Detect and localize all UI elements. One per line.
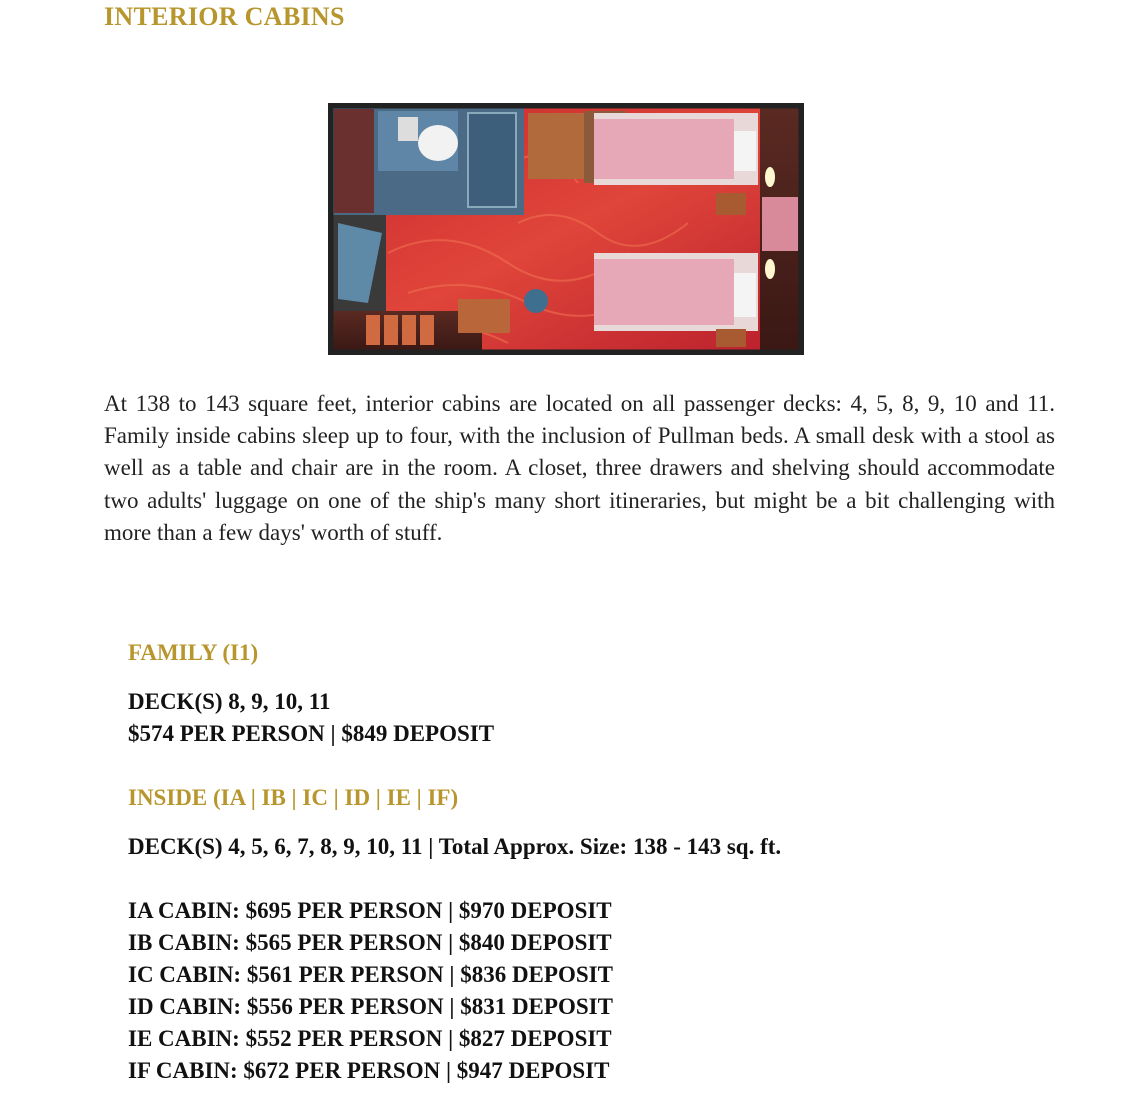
inside-section-title: INSIDE (IA | IB | IC | ID | IE | IF) [128,785,459,810]
cabin-price-if: IF CABIN: $672 PER PERSON | $947 DEPOSIT [128,1058,610,1083]
cabin-price-ic: IC CABIN: $561 PER PERSON | $836 DEPOSIT [128,962,613,987]
intro-paragraph: At 138 to 143 square feet, interior cabins are located on all passenger decks: 4, 5, 8, 9, 10 and 11. Family inside cabins sleep up to four, with the inclusion of Pullman beds. A small desk with a stool as well as a table and chair are in the room. A closet, three drawers and shelving should accommodate two adults' luggage on one of the ship's many short itineraries, but might be a bit challenging with more than a few days' worth of stuff. [104,391,1055,545]
cabin-price-id: ID CABIN: $556 PER PERSON | $831 DEPOSIT [128,994,613,1019]
family-section-title: FAMILY (I1) [128,640,259,665]
inside-decks: DECK(S) 4, 5, 6, 7, 8, 9, 10, 11 | Total Approx. Size: 138 - 143 sq. ft. [128,834,782,859]
family-decks: DECK(S) 8, 9, 10, 11 [128,689,331,714]
cabin-price-ie: IE CABIN: $552 PER PERSON | $827 DEPOSIT [128,1026,612,1051]
cabin-price-ib: IB CABIN: $565 PER PERSON | $840 DEPOSIT [128,930,612,955]
cabin-price-ia: IA CABIN: $695 PER PERSON | $970 DEPOSIT [128,898,612,923]
family-price: $574 PER PERSON | $849 DEPOSIT [128,721,495,746]
page-title: INTERIOR CABINS [104,2,345,31]
interior-cabin-floorplan-image [328,103,804,355]
